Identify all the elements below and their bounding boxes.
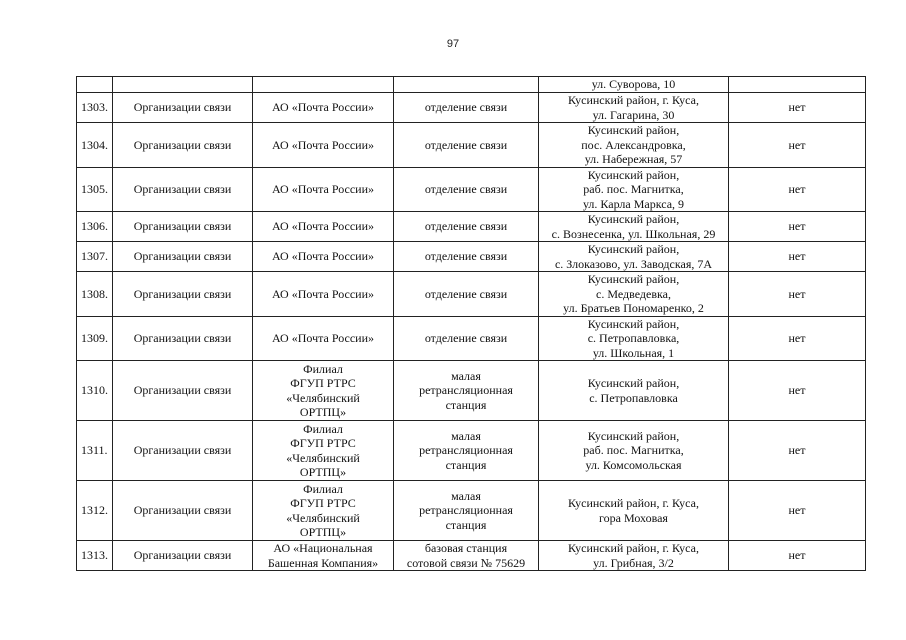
cell-organization: Филиал ФГУП РТРС «Челябинский ОРТПЦ» (253, 361, 394, 421)
table-row (77, 167, 866, 212)
cell-address: Кусинский район, с. Вознесенка, ул. Школьная, 29 (539, 212, 729, 242)
cell-note: нет (729, 242, 866, 272)
cell-category: Организации связи (113, 361, 253, 421)
cell-number: 1303. (77, 93, 113, 123)
cell-number: 1308. (77, 272, 113, 317)
cell-note: нет (729, 421, 866, 481)
cell-note: нет (729, 123, 866, 168)
table-row (77, 77, 866, 93)
table-row (77, 361, 866, 421)
registry-table-body (77, 77, 866, 571)
cell-note: нет (729, 541, 866, 571)
cell-object-type: малая ретрансляционная станция (394, 361, 539, 421)
page-number: 97 (446, 38, 460, 50)
table-row (77, 93, 866, 123)
cell-organization: АО «Почта России» (253, 93, 394, 123)
cell-object-type: малая ретрансляционная станция (394, 421, 539, 481)
cell-number: 1310. (77, 361, 113, 421)
cell-object-type: отделение связи (394, 272, 539, 317)
cell-address: Кусинский район, г. Куса, ул. Гагарина, 30 (539, 93, 729, 123)
cell-organization: АО «Национальная Башенная Компания» (253, 541, 394, 571)
cell-category: Организации связи (113, 93, 253, 123)
cell-number: 1309. (77, 316, 113, 361)
cell-organization: АО «Почта России» (253, 212, 394, 242)
cell-object-type: отделение связи (394, 242, 539, 272)
cell-category: Организации связи (113, 167, 253, 212)
cell-address: ул. Суворова, 10 (539, 77, 729, 93)
table-row (77, 123, 866, 168)
table-row (77, 541, 866, 571)
table-row (77, 481, 866, 541)
cell-address: Кусинский район, раб. пос. Магнитка, ул. Карла Маркса, 9 (539, 167, 729, 212)
cell-note: нет (729, 93, 866, 123)
cell-category: Организации связи (113, 272, 253, 317)
cell-note: нет (729, 361, 866, 421)
table-row (77, 272, 866, 317)
cell-organization (253, 77, 394, 93)
cell-object-type: малая ретрансляционная станция (394, 481, 539, 541)
cell-number: 1313. (77, 541, 113, 571)
cell-object-type: базовая станция сотовой связи № 75629 (394, 541, 539, 571)
cell-category: Организации связи (113, 421, 253, 481)
cell-category: Организации связи (113, 316, 253, 361)
cell-note: нет (729, 481, 866, 541)
cell-object-type: отделение связи (394, 212, 539, 242)
registry-table (76, 76, 866, 571)
cell-address: Кусинский район, пос. Александровка, ул. Набережная, 57 (539, 123, 729, 168)
cell-object-type: отделение связи (394, 123, 539, 168)
cell-number (77, 77, 113, 93)
cell-note: нет (729, 272, 866, 317)
cell-organization: АО «Почта России» (253, 167, 394, 212)
cell-address: Кусинский район, г. Куса, гора Моховая (539, 481, 729, 541)
cell-number: 1307. (77, 242, 113, 272)
cell-category: Организации связи (113, 541, 253, 571)
cell-address: Кусинский район, раб. пос. Магнитка, ул. Комсомольская (539, 421, 729, 481)
cell-address: Кусинский район, с. Медведевка, ул. Братьев Пономаренко, 2 (539, 272, 729, 317)
cell-note (729, 77, 866, 93)
cell-category: Организации связи (113, 242, 253, 272)
cell-number: 1305. (77, 167, 113, 212)
cell-category: Организации связи (113, 212, 253, 242)
cell-address: Кусинский район, с. Петропавловка (539, 361, 729, 421)
cell-organization: Филиал ФГУП РТРС «Челябинский ОРТПЦ» (253, 481, 394, 541)
table-row (77, 212, 866, 242)
cell-address: Кусинский район, с. Злоказово, ул. Заводская, 7А (539, 242, 729, 272)
cell-object-type: отделение связи (394, 93, 539, 123)
cell-organization: АО «Почта России» (253, 316, 394, 361)
cell-object-type (394, 77, 539, 93)
cell-category (113, 77, 253, 93)
cell-object-type: отделение связи (394, 167, 539, 212)
cell-number: 1306. (77, 212, 113, 242)
cell-number: 1311. (77, 421, 113, 481)
cell-organization: АО «Почта России» (253, 123, 394, 168)
table-row (77, 316, 866, 361)
table-row (77, 242, 866, 272)
cell-category: Организации связи (113, 123, 253, 168)
cell-note: нет (729, 212, 866, 242)
cell-organization: Филиал ФГУП РТРС «Челябинский ОРТПЦ» (253, 421, 394, 481)
table-row (77, 421, 866, 481)
cell-note: нет (729, 167, 866, 212)
cell-object-type: отделение связи (394, 316, 539, 361)
cell-category: Организации связи (113, 481, 253, 541)
cell-number: 1304. (77, 123, 113, 168)
cell-address: Кусинский район, с. Петропавловка, ул. Школьная, 1 (539, 316, 729, 361)
cell-organization: АО «Почта России» (253, 242, 394, 272)
cell-organization: АО «Почта России» (253, 272, 394, 317)
cell-note: нет (729, 316, 866, 361)
cell-address: Кусинский район, г. Куса, ул. Грибная, 3/2 (539, 541, 729, 571)
cell-number: 1312. (77, 481, 113, 541)
